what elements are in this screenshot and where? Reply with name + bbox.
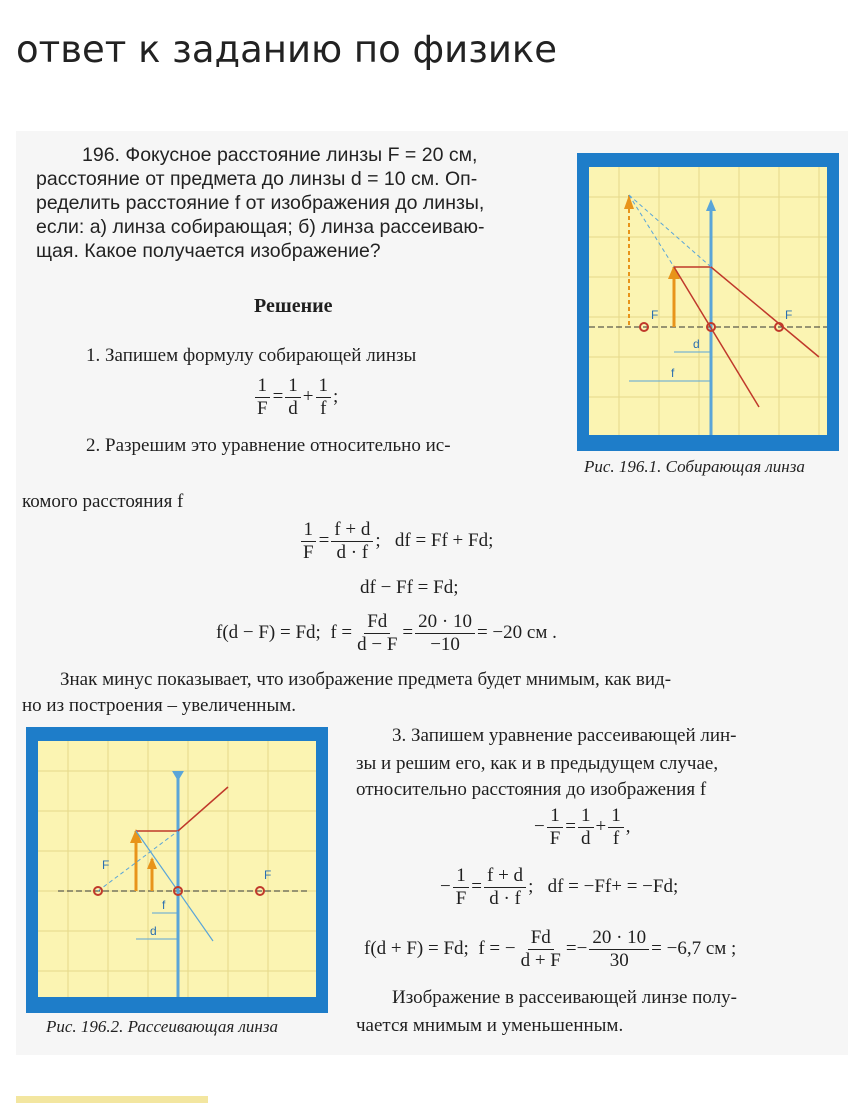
problem-line: щая. Какое получается изображение? — [36, 240, 381, 262]
svg-text:F: F — [264, 868, 272, 882]
step-3-text: зы и решим его, как и в предыдущем случае, — [356, 753, 719, 774]
conclusion: Изображение в рассеивающей линзе полу- — [392, 987, 737, 1008]
step-2-text-cont: комого расстояния f — [22, 491, 184, 512]
problem-line: если: а) линза собирающая; б) линза рассеиваю- — [36, 216, 485, 238]
figure-converging-lens — [577, 153, 839, 451]
derivation-2: df − Ff = Fd; — [360, 577, 459, 598]
step-2-text: 2. Разрешим это уравнение относительно ис- — [86, 435, 451, 456]
figure-diverging-lens — [26, 727, 328, 1013]
problem-line: расстояние от предмета до линзы d = 10 см. Оп- — [36, 168, 478, 190]
figure-196-2-caption: Рис. 196.2. Рассеивающая линза — [46, 1017, 278, 1036]
problem-line: ределить расстояние f от изображения до линзы, — [36, 192, 485, 214]
diverging-lens-diagram — [38, 741, 316, 997]
conclusion-cont: чается мнимым и уменьшенным. — [356, 1015, 624, 1036]
converging-lens-diagram — [589, 167, 827, 435]
diverging-formula: − $\frac{1}{F}$ = $\frac{1}{d}$ + $\frac{1}{f}$ , — [534, 805, 631, 849]
figure-196-1-caption: Рис. 196.1. Собирающая линза — [584, 457, 805, 476]
svg-text:F: F — [785, 308, 793, 322]
step-3-text: 3. Запишем уравнение рассеивающей лин- — [392, 725, 737, 746]
solution-heading: Решение — [254, 295, 333, 317]
lens-arrow-top — [706, 199, 716, 211]
ray-2 — [674, 267, 759, 407]
problem-scan — [16, 131, 848, 1055]
lens-formula: $\frac{1}{F}$ = $\frac{1}{d}$ + $\frac{1}{f}$ ; — [252, 375, 338, 420]
step-3-text: относительно расстояния до изображения f — [356, 779, 707, 800]
diverging-derivation-2: f(d + F) = Fd; f = − $\frac{Fd}{d + F}$ =− $\frac{20 \cdot 10}{30}$ = −6,7 см ; — [364, 927, 737, 971]
svg-text:d: d — [150, 924, 157, 938]
step-1-text: 1. Запишем формулу собирающей линзы — [86, 345, 417, 366]
derivation-1: $\frac{1}{F}$ = $\frac{f + d}{d \cdot f}$ ; df = Ff + Fd; — [298, 519, 493, 564]
sign-note: Знак минус показывает, что изображение предмета будет мнимым, как вид- — [60, 669, 672, 690]
ray-1 — [136, 787, 228, 831]
next-item-strip — [16, 1096, 208, 1103]
svg-text:f: f — [671, 366, 675, 380]
svg-text:d: d — [693, 337, 700, 351]
diverging-derivation-1: − $\frac{1}{F}$ = $\frac{f + d}{d \cdot f}$ ; df = −Ff+ = −Fd; — [440, 865, 679, 909]
svg-text:F: F — [651, 308, 659, 322]
problem-line: 196. Фокусное расстояние линзы F = 20 см, — [82, 144, 478, 166]
svg-text:F: F — [102, 858, 110, 872]
derivation-3: f(d − F) = Fd; f = $\frac{Fd}{d - F}$ = $\frac{20 \cdot 10}{-10}$ = −20 см . — [216, 611, 557, 655]
sign-note-cont: но из построения – увеличенным. — [22, 695, 296, 716]
svg-text:f: f — [162, 898, 166, 912]
page-title: ответ к заданию по физике — [16, 28, 558, 71]
